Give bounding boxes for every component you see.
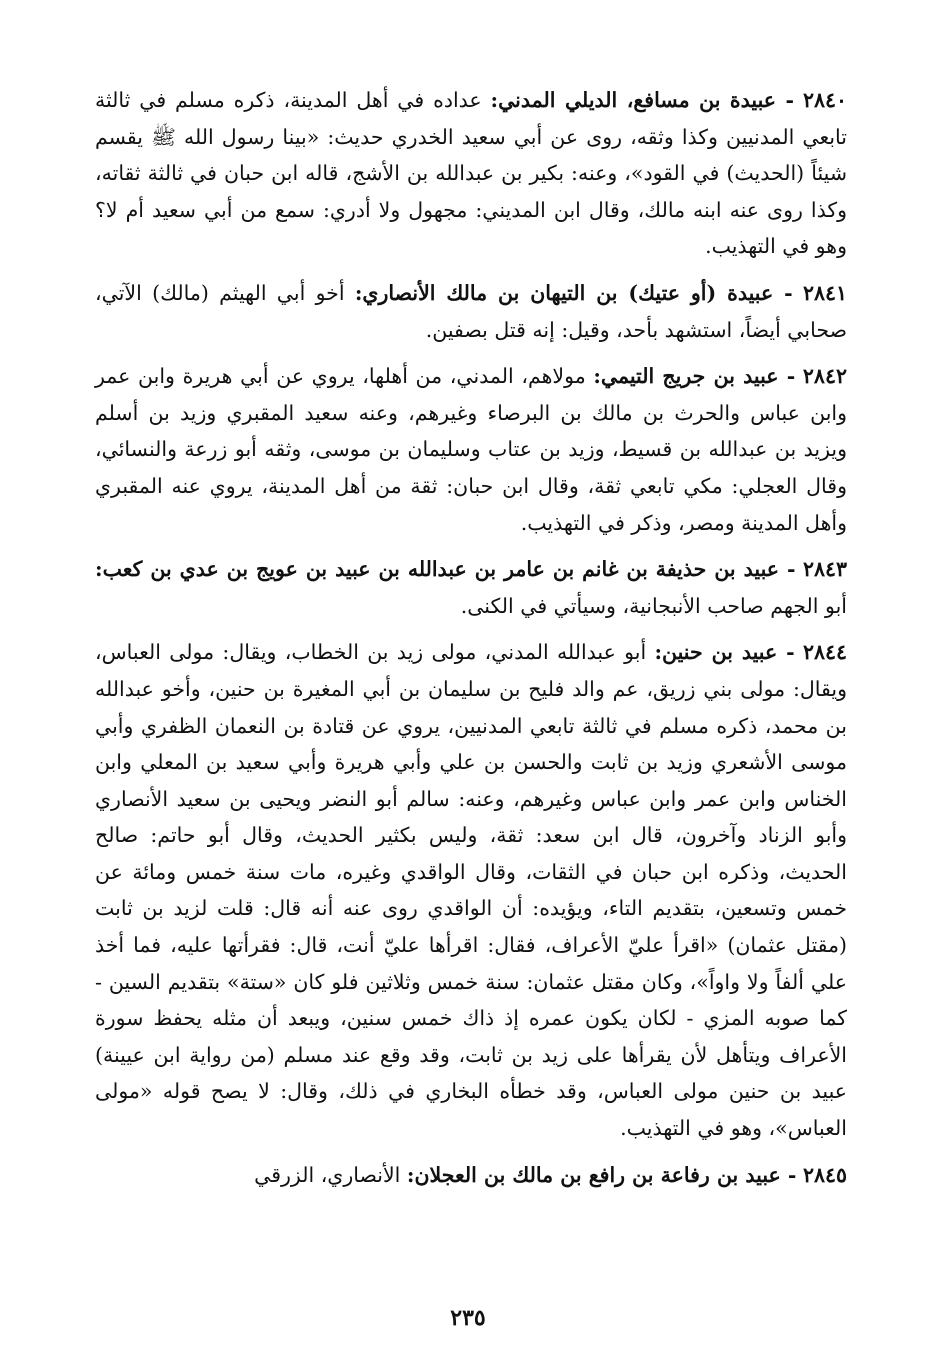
entry-number: ٢٨٤١ [802,280,847,305]
entry-text: مولاهم، المدني، من أهلها، يروي عن أبي هريرة وابن عمر وابن عباس والحرث بن مالك بن البرصاء وغيرهم، وعنه سعيد المقبري وزيد بن أسلم ويزيد بن عبدالله بن قسيط، وزيد بن عتاب وسليمان بن موسى، وثقه أبو زرعة والنسائي، وقال العجلي: مكي تابعي ثقة، وقال ابن حبان: ثقة من أهل المدينة، يروي عنه المقبري وأهل المدينة ومصر، وذكر في التهذيب. [95,364,847,535]
entry-dash: - [779,557,796,582]
biography-entry-2842 [95,358,847,541]
entry-dash: - [776,88,795,112]
entry-number: ٢٨٤٤ [802,640,847,665]
biography-entry-2845 [95,1157,847,1194]
entry-number: ٢٨٤٥ [802,1162,847,1187]
entry-number: ٢٨٤٣ [802,557,847,582]
entry-heading: عبيد بن جريج التيمي: [593,364,779,389]
entry-text: الأنصاري، الزرقي [254,1162,401,1187]
entry-heading: عبيدة بن مسافع، الديلي المدني: [490,88,777,112]
biography-entry-2840 [95,82,847,265]
biography-entry-2844 [95,634,847,1146]
entry-dash: - [778,364,796,389]
entry-dash: - [780,1162,797,1187]
page-number: ٢٣٥ [450,1305,486,1331]
entry-heading: عبيد بن حنين: [654,640,778,665]
biography-entry-2841 [95,275,847,348]
entry-dash: - [773,280,793,305]
entry-dash: - [777,640,795,665]
entry-heading: عبيد بن حذيفة بن غانم بن عامر بن عبدالله بن عبيد بن عويج بن عدي بن كعب: [95,557,780,582]
entry-heading: عبيدة (أو عتيك) بن التيهان بن مالك الأنصاري: [354,280,774,305]
entry-number: ٢٨٤٢ [802,364,847,389]
entry-text: أبو الجهم صاحب الأنبجانية، وسيأتي في الكنى. [460,593,847,618]
entry-heading: عبيد بن رفاعة بن رافع بن مالك بن العجلان: [406,1162,781,1187]
entry-text: أخو أبي الهيثم (مالك) الآتي، صحابي أيضاً، استشهد بأحد، وقيل: إنه قتل بصفين. [95,280,847,342]
entry-text: أبو عبدالله المدني، مولى زيد بن الخطاب، ويقال: مولى العباس، ويقال: مولى بني زريق، عم والد فليح بن سليمان بن أبي المغيرة بن حنين، وأخو عبدالله بن محمد، ذكره مسلم في ثالثة تابعي المدنيين، يروي عن قتادة بن النعمان الظفري وأبي موسى الأشعري وزيد بن ثابت والحسن بن علي وأبي هريرة وأبي سعيد بن المعلي وابن الخناس وابن عمر وابن عباس وغيرهم، وعنه: سالم أبو النضر ويحيى بن سعيد الأنصاري وأبو الزناد وآخرون، قال ابن سعد: ثقة، وليس بكثير الحديث، وقال أبو حاتم: صالح الحديث، وذكره ابن حبان في الثقات، وقال الواقدي وغيره، مات سنة خمس ومائة عن خمس وتسعين، بتقديم التاء، ويؤيده: أن الواقدي روى عنه أنه قال: قلت لزيد بن ثابت (مقتل عثمان) «اقرأ عليّ الأعراف، فقال: اقرأها عليّ أنت، قال: فقرأتها عليه، فما أخذ علي ألفاً ولا واواً»، وكان مقتل عثمان: سنة خمس وثلاثين فلو كان «ستة» بتقديم السين - كما صوبه المزي - لكان يكون عمره إذ ذاك خمس سنين، ويبعد أن مثله يحفظ سورة الأعراف ويتأهل لأن يقرأها على زيد بن ثابت، وقد وقع عند مسلم (من رواية ابن عيينة) عبيد بن حنين مولى العباس، وقد خطأه البخاري في ذلك، وقال: لا يصح قوله «مولى العباس»، وهو في التهذيب. [95,640,847,1141]
page-content [95,82,847,1203]
entry-number: ٢٨٤٠ [802,88,847,112]
entry-text: عداده في أهل المدينة، ذكره مسلم في ثالثة تابعي المدنيين وكذا وثقه، روى عن أبي سعيد الخدري حديث: «بينا رسول الله ﷺ يقسم شيئاً (الحديث) في القود»، وعنه: بكير بن عبدالله بن الأشج، قاله ابن حبان في ثالثة ثقاته، وكذا روى عنه ابنه مالك، وقال ابن المديني: مجهول ولا أدري: سمع من أبي سعيد أم لا؟ وهو في التهذيب. [95,88,847,259]
biography-entry-2843 [95,551,847,624]
